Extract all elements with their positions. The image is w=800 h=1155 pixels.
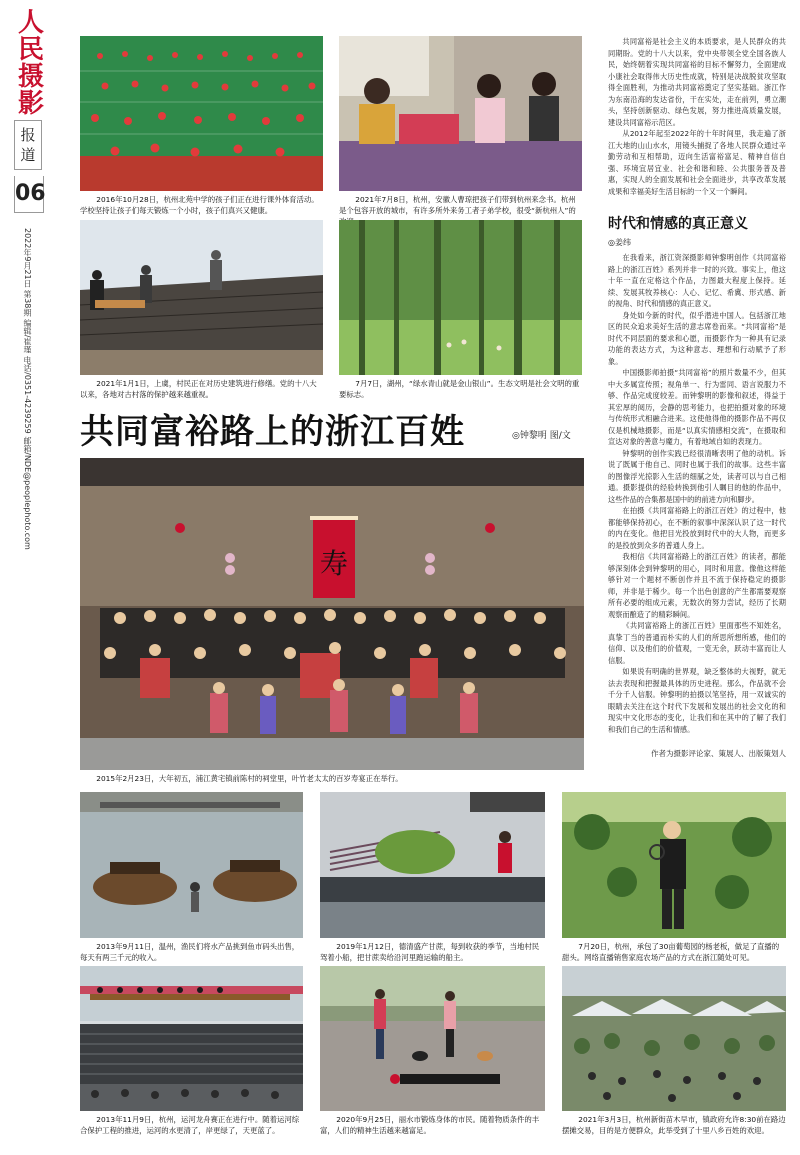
caption-photo-11: 2021年3月3日，杭州新街苗木早市，镇政府允许8:30前在路边摆摊交易，目的是方便群众，此举受到了十里八乡百姓的欢迎。: [562, 1115, 786, 1135]
photo-sugarcane-boat: [320, 792, 545, 938]
article-paragraph: 如果说有明确的世界观，缺乏整体的大视野，就无法去表现和把握最具体的历史进程。那么，作品就不会千分千人信服。钟黎明的拍摄以笔坚持，用一双诚实的眼睛去关注在这个时代下发展和发展出的社会文化的和现实中文化形态的变化，让我们和在其中的了解了我们和我们自己的生活和情感。: [608, 667, 786, 734]
photo-seedling-market: [562, 966, 786, 1111]
caption-photo-9: 2013年11月9日，杭州，运河龙舟赛正在进行中。随着运河综合保护工程的推进，运河的水更清了，岸更绿了，天更蓝了。: [80, 1115, 300, 1135]
caption-photo-6: 2013年9月11日，温州，渔民们将水产品挑到鱼市码头出售，每天有两三千元的收入。: [80, 942, 300, 962]
caption-photo-7: 2019年1月12日，德清盛产甘蔗，每到收获的季节，当地村民驾着小船，把甘蔗卖给沿河里跑运输的船主。: [320, 942, 540, 962]
caption-photo-2: 2021年7月8日，杭州，安徽人曹琼把孩子们带到杭州来念书。杭州是个包容开放的城市，有许多所外来务工者子弟学校，很受“新杭州人”的: [339, 195, 576, 215]
byline: ◎钟黎明 图/文: [512, 431, 571, 441]
photo-roof-repair: [80, 220, 323, 375]
caption-photo-1: 2016年10月28日，杭州北苑中学的孩子们正在进行课外体育活动。学校坚持让孩子们每天锻炼一个小时，孩子们真兴又健康。: [80, 195, 319, 215]
caption-photo-8: 7月20日，杭州，承包了30亩葡萄园的杨老板，做足了直播的甜头。网络直播销售家庭农场产品的方式在浙江随处可见。: [562, 942, 780, 962]
masthead-title: 人民摄影: [17, 8, 44, 119]
photo-bamboo-forest: [339, 220, 582, 375]
page-headline: 共同富裕路上的浙江百姓: [80, 412, 465, 452]
side-article-author: ◎姜纬: [608, 238, 631, 247]
intro-text: [608, 36, 786, 197]
photo-children-exercise: [80, 36, 323, 191]
article-paragraph: 《共同富裕路上的浙江百姓》里面那些不知姓名，真挚丁当的普通而朴实的人们的所思所想所感，他们的信仰、以及他们的价值观，一览无余，跃动丰富而让人信服。: [608, 621, 786, 665]
article-paragraph: 钟黎明的创作实践已经很清晰表明了他的动机。诉说了既属于他自己、同时也属于我们的故事。这些丰富的图像浮光掠影入生活的细腻之处，读者可以与自己相通。摄影提供的经验转换到他引人瞩目的他的作品中，这些作品的合集都是国中的的前进方向和脚步。: [608, 448, 786, 504]
photo-vineyard-livestream: [562, 792, 786, 938]
caption-photo-3: 2021年1月1日，上虞，村民正在对历史建筑进行修缮。党的十八大以来，各地对古村落的保护越来越重视。: [80, 379, 317, 399]
section-label: 报道: [14, 120, 42, 170]
photo-fishing-boats: [80, 792, 303, 938]
photo-dragon-boat: [80, 966, 303, 1111]
svg-text:寿: 寿: [319, 547, 349, 580]
article-paragraph: 我相信《共同富裕路上的浙江百姓》的读者，都能够深刻体会到钟黎明的用心，同时和用意。像他这样能够针对一个题材不断创作并且不流于保持稳定的摄影师，并非是于稀少。每一个出色创意的产生都需要观察所有必要的组成元素，无数次的努力尝试，经历了长期观察而酿造了的精彩瞬间。: [608, 552, 786, 619]
page-number: 06: [14, 176, 44, 213]
article-paragraph: 在我看来，浙江资深摄影师钟黎明创作《共同富裕路上的浙江百姓》系列并非一时的兴致。事实上，他这十年一直在定格这个作品，力图最大程度上保持。延续、发展其牧养核心：人心、记忆、希冀、形式感、新的视角、时代和情感的真正意义。: [608, 253, 786, 308]
photo-citizens-exercise: [320, 966, 545, 1111]
caption-photo-10: 2020年9月25日，丽水市锻炼身体的市民。随着物质条件的丰富，人们的精神生活越来越富足。: [320, 1115, 540, 1135]
side-article-body: [608, 252, 786, 742]
intro-paragraph: 从2012年起至2022年的十年时间里，我走遍了浙江大地的山山水水，用镜头捕捉了各地人民群众通过辛勤劳动和互相帮助，迈向生活富裕富足、精神自信自强、环境宜居宜业、社会和谐和睦、公共服务普及普惠，实现人的全面发展和社会全面进步，共享改革发展成果和幸福美好生活目标的一个又一个瞬间。: [608, 129, 786, 196]
article-paragraph: 中国摄影师拍摄“共同富裕”的照片数量不少，但其中大多属宣传照；视角单一、行为雷同、语言说服力不够、作品完成度较差。而钟黎明的影像和叙述，得益于其宏厚的阅历，会静的思考能力，也把拍摄对象的环境与传统形式相融合进来。这使他得他的摄影作品不再仅仅是机械地摄影，而是“以真实情感相交流”，在摄取和宣达对象的善意与魔力，有着地域自如的表现力。: [608, 368, 786, 446]
caption-photo-4: 7月7日，湖州，“绿水青山就是金山银山”。生态文明是社会文明的重要标志。: [339, 379, 580, 399]
edition-info: 2022年9月21日 第38期 编辑/崔瑾 电话/0351-4239259 邮箱/NDE@peoplephoto.com: [23, 228, 32, 550]
intro-paragraph: 共同富裕是社会主义的本质要求，是人民群众的共同期盼。党的十八大以来，党中央带领全党全国各族人民，始终朝着实现共同富裕的目标不懈努力，全面建成小康社会取得伟大历史性成就，特别是决战脱贫攻坚取得全面胜利，为推动共同富裕奠定了坚实基础。浙江作为东南沿海的发达省份，干在实处，走在前列，勇立潮头，坚持创新驱动、绿色发展，努力推进高质量发展，建设共同富裕示范区。: [608, 37, 786, 127]
author-note: 作者为摄影评论家、策展人、出版策划人: [651, 749, 786, 758]
article-paragraph: 身处如今新的时代，似乎潜进中国人。包括浙江地区的民众追求美好生活的意志席卷而来。“共同富裕”是时代不同层面的要求和心愿，而摄影作为一种具有记录功能的表达方式，为这种意志、理想和行动赋予了形象。: [608, 310, 786, 366]
side-article-title: 时代和情感的真正意义: [608, 216, 748, 232]
photo-birthday-banquet: [80, 458, 584, 770]
masthead-logo: [10, 10, 52, 118]
article-paragraph: 在拍摄《共同富裕路上的浙江百姓》的过程中，他都能够保持初心，在不断的叙事中深深认识了这一时代的内在变化。他把目光投放到时代中的大人物，而更多的是投放到众多的普通人身上。: [608, 506, 786, 550]
photo-family-indoors: [339, 36, 582, 191]
caption-photo-5: 2015年2月23日，大年初五，浦江黄宅镇前陈村的祠堂里，叶竹老太太的百岁寿宴正在举行。: [96, 774, 403, 783]
